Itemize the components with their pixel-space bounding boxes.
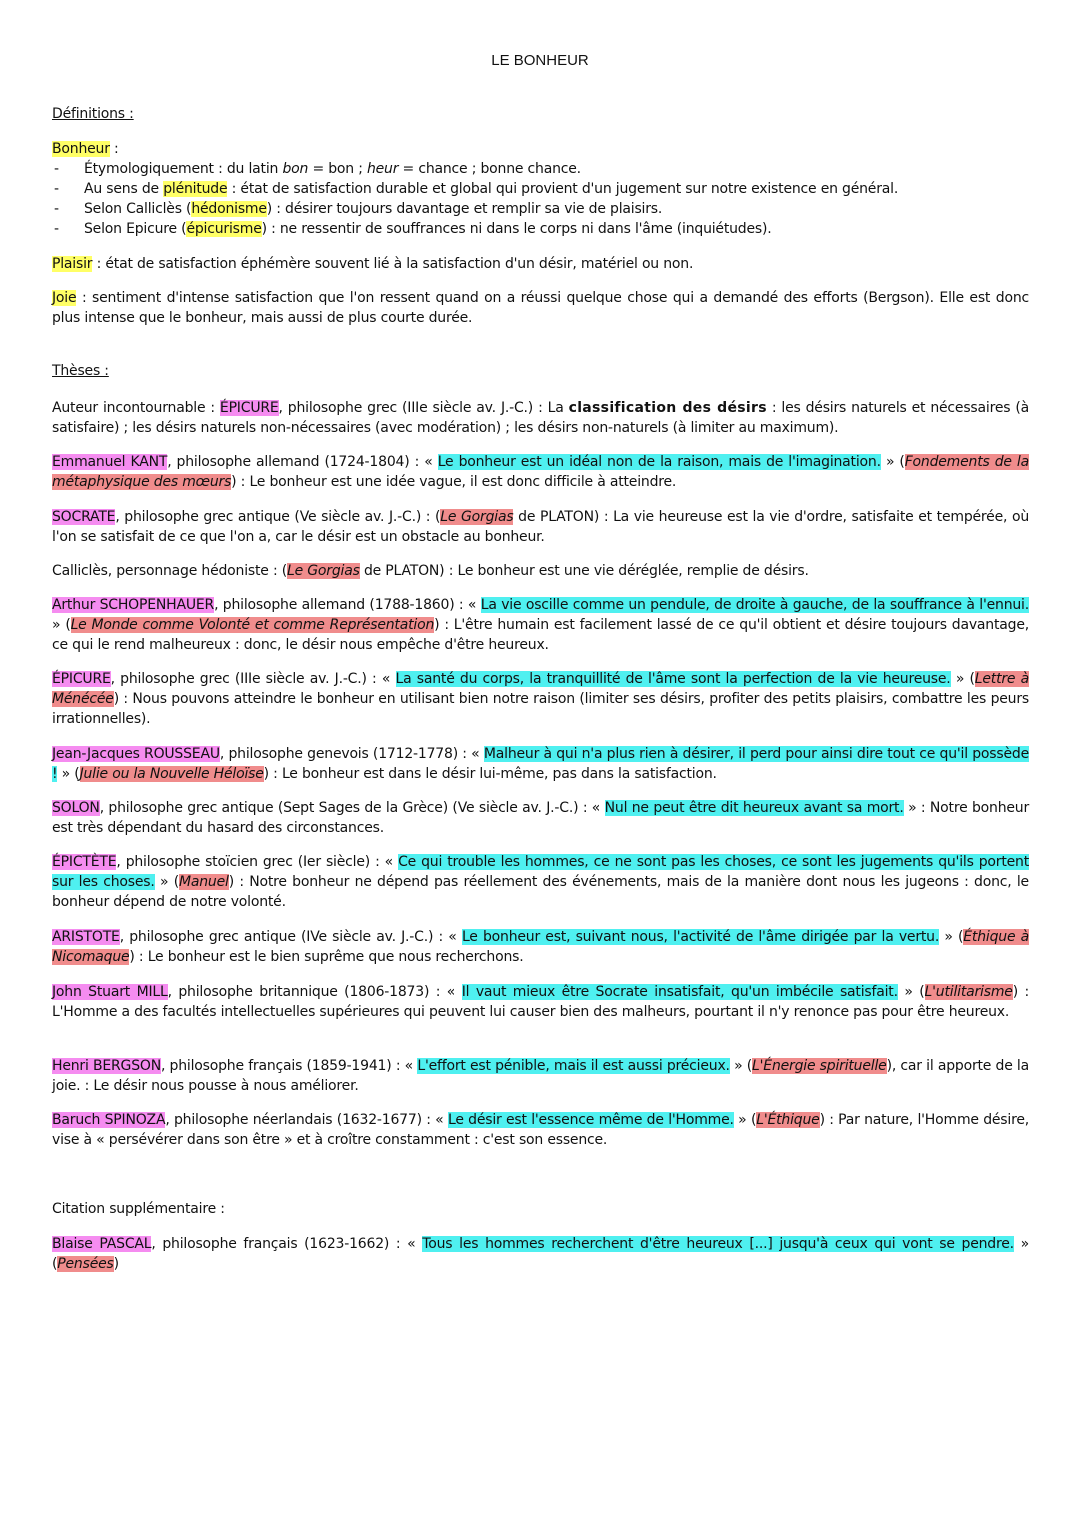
- thesis-kant: Emmanuel KANT, philosophe allemand (1724-1804) : « Le bonheur est un idéal non de la raison, mais de l'imagination. » (Fondements de la métaphysique des mœurs) : Le bonheur est une idée vague, il est donc difficile à atteindre.: [52, 454, 1029, 490]
- thesis-callicles: Calliclès, personnage hédoniste : (Le Gorgias de PLATON) : Le bonheur est une vie déréglée, remplie de désirs.: [52, 563, 809, 579]
- theses-heading: Thèses :: [52, 363, 109, 379]
- thesis-schopenhauer: Arthur SCHOPENHAUER, philosophe allemand (1788-1860) : « La vie oscille comme un pendule, de droite à gauche, de la souffrance à l'ennui. » (Le Monde comme Volonté et comme Représentation) : L'être humain est facilement lassé de ce qu'il obtient et désire toujours davantage, ce qui le rend malheureux : donc, le désir nous empêche d'être heureux.: [52, 597, 1029, 653]
- definition-joie: Joie : sentiment d'intense satisfaction que l'on ressent quand on a réussi quelque chose qui a demandé des efforts (Bergson). Elle est donc plus intense que le bonheur, mais aussi de plus courte durée.: [52, 290, 1029, 326]
- bonheur-list: [52, 159, 1029, 239]
- thesis-spinoza: Baruch SPINOZA, philosophe néerlandais (1632-1677) : « Le désir est l'essence même de l'Homme. » (L'Éthique) : Par nature, l'Homme désire, vise à « persévérer dans son être » et à croître constamment : c'est son essence.: [52, 1112, 1030, 1148]
- term-bonheur: Bonheur: [52, 141, 110, 157]
- thesis-epicure-intro: Auteur incontournable : ÉPICURE, philosophe grec (IIIe siècle av. J.-C.) : La classification des désirs : les désirs naturels et nécessaires (à satisfaire) ; les désirs naturels non-nécessaires (avec modération) ; les désirs non-naturels (à limiter au maximum).: [52, 400, 1029, 436]
- list-item: - Selon Epicure (épicurisme) : ne ressentir de souffrances ni dans le corps ni dans l'âme (inquiétudes).: [52, 219, 1029, 239]
- document-title: LE BONHEUR: [491, 52, 589, 69]
- thesis-epicure: ÉPICURE, philosophe grec (IIIe siècle av. J.-C.) : « La santé du corps, la tranquillité de l'âme sont la perfection de la vie heureuse. » (Lettre à Ménécée) : Nous pouvons atteindre le bonheur en utilisant bien notre raison (limiter ses désirs, profiter des petits plaisirs, combattre les peurs irrationnelles).: [52, 671, 1029, 727]
- supplement-heading: Citation supplémentaire :: [52, 1201, 225, 1217]
- thesis-solon: SOLON, philosophe grec antique (Sept Sages de la Grèce) (Ve siècle av. J.-C.) : « Nul ne peut être dit heureux avant sa mort. » : Notre bonheur est très dépendant du hasard des circonstances.: [52, 800, 1030, 836]
- list-item: - Selon Calliclès (hédonisme) : désirer toujours davantage et remplir sa vie de plaisirs.: [52, 199, 1029, 219]
- thesis-rousseau: Jean-Jacques ROUSSEAU, philosophe genevois (1712-1778) : « Malheur à qui n'a plus rien à désirer, il perd pour ainsi dire tout ce qu'il possède ! » (Julie ou la Nouvelle Héloïse) : Le bonheur est dans le désir lui-même, pas dans la satisfaction.: [52, 746, 1029, 782]
- thesis-bergson: Henri BERGSON, philosophe français (1859-1941) : « L'effort est pénible, mais il est aussi précieux. » (L'Énergie spirituelle), car il apporte de la joie. : Le désir nous pousse à nous améliorer.: [52, 1058, 1029, 1094]
- thesis-socrate: SOCRATE, philosophe grec antique (Ve siècle av. J.-C.) : (Le Gorgias de PLATON) : La vie heureuse est la vie d'ordre, satisfaite et tempérée, où l'on se satisfait de ce que l'on a, car le désir est un obstacle au bonheur.: [52, 509, 1030, 545]
- thesis-aristote: ARISTOTE, philosophe grec antique (IVe siècle av. J.-C.) : « Le bonheur est, suivant nous, l'activité de l'âme dirigée par la vertu. » (Éthique à Nicomaque) : Le bonheur est le bien suprême que nous recherchons.: [52, 929, 1029, 965]
- definition-bonheur: Bonheur : - Étymologiquement : du latin bon = bon ; heur = chance ; bonne chance. - Au sens de plénitude : état de satisfaction durable et global qui provient d'un jugement sur notre existence en général. - Selon Calliclès (hédonisme) : désirer toujours davantage et remplir sa vie de plaisirs. - Selon Epicure (épicurisme) : ne ressentir de souffrances ni dans le corps ni dans l'âme (inquiétudes).: [52, 139, 1029, 239]
- list-item: - Au sens de plénitude : état de satisfaction durable et global qui provient d'un jugement sur notre existence en général.: [52, 179, 1029, 199]
- definition-plaisir: Plaisir : état de satisfaction éphémère souvent lié à la satisfaction d'un désir, matériel ou non.: [52, 256, 694, 272]
- definitions-heading: Définitions :: [52, 106, 134, 122]
- thesis-epictete: ÉPICTÈTE, philosophe stoïcien grec (Ier siècle) : « Ce qui trouble les hommes, ce ne sont pas les choses, ce sont les jugements qu'ils portent sur les choses. » (Manuel) : Notre bonheur ne dépend pas réellement des événements, mais de la manière dont nous les jugeons : donc, le bonheur dépend de notre volonté.: [52, 854, 1029, 910]
- list-item: - Étymologiquement : du latin bon = bon ; heur = chance ; bonne chance.: [52, 159, 1029, 179]
- quote-pascal: Blaise PASCAL, philosophe français (1623-1662) : « Tous les hommes recherchent d'être heureux [...] jusqu'à ceux qui vont se pendre. » (Pensées): [52, 1236, 1029, 1272]
- thesis-mill: John Stuart MILL, philosophe britannique (1806-1873) : « Il vaut mieux être Socrate insatisfait, qu'un imbécile satisfait. » (L'utilitarisme) : L'Homme a des facultés intellectuelles supérieures qui peuvent lui causer bien des malheurs, pourtant il n'y renonce pas pour être heureux.: [52, 984, 1029, 1020]
